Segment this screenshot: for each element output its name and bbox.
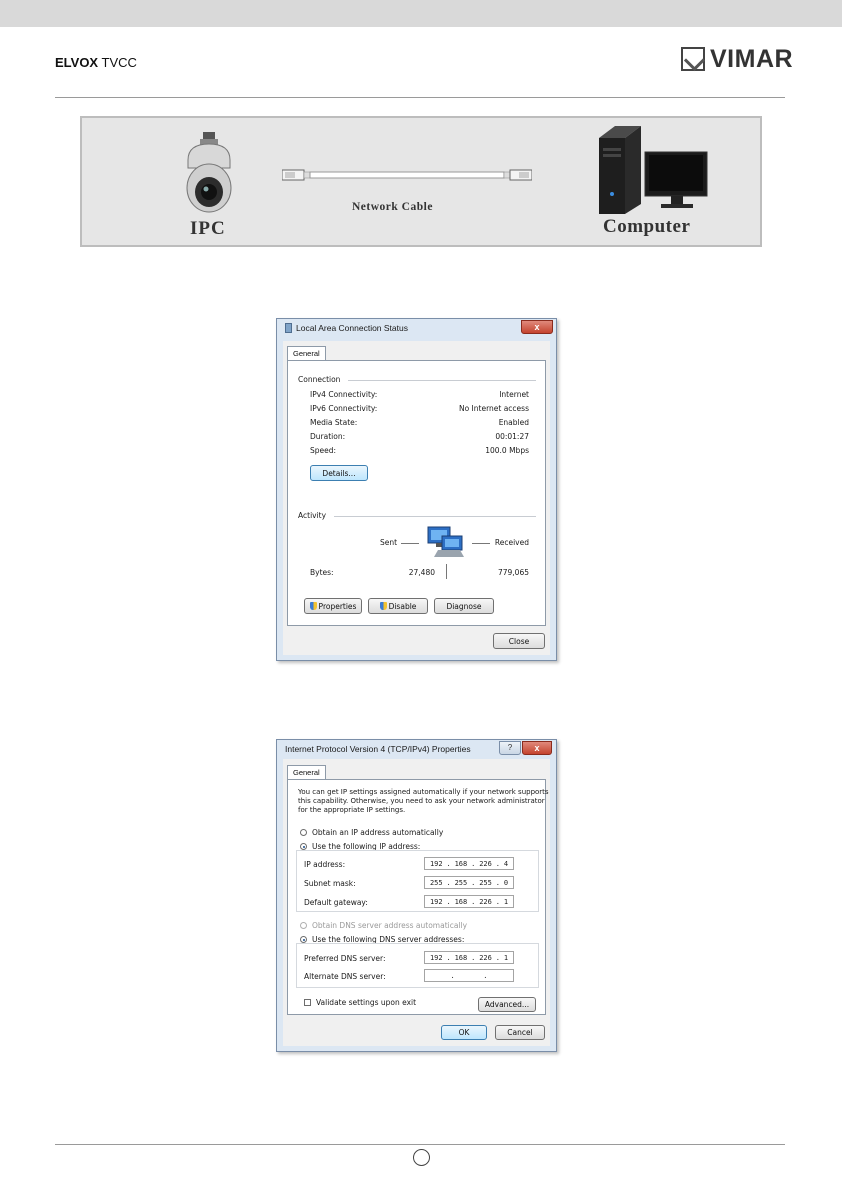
ipv4-connectivity-value: Internet: [499, 390, 529, 399]
subnet-mask-input[interactable]: 255 . 255 . 255 . 0: [424, 876, 514, 889]
computer-label: Computer: [603, 216, 691, 237]
close-button[interactable]: Close: [493, 633, 545, 649]
subnet-mask-label: Subnet mask:: [304, 879, 356, 888]
connection-heading: Connection: [298, 375, 341, 384]
network-cable-label: Network Cable: [352, 201, 433, 213]
ipv4-dialog-body: [283, 759, 550, 1046]
ipc-label: IPC: [190, 218, 226, 239]
brand-tvcc: TVCC: [101, 55, 137, 70]
description-line-2: this capability. Otherwise, you need to ask your network administrator: [298, 797, 545, 805]
activity-heading: Activity: [298, 511, 327, 520]
ipv4-general-panel: [287, 779, 549, 1015]
default-gateway-label: Default gateway:: [304, 898, 368, 907]
top-bar: [0, 0, 842, 27]
use-following-dns-radio[interactable]: [300, 936, 307, 943]
network-cable-icon: [282, 165, 532, 185]
details-button[interactable]: Details...: [310, 465, 368, 481]
description-line-1: You can get IP settings assigned automatically if your network supports: [298, 788, 549, 796]
sent-line: [401, 543, 419, 544]
properties-button[interactable]: Properties: [304, 598, 362, 614]
preferred-dns-input[interactable]: 192 . 168 . 226 . 1: [424, 951, 514, 964]
brand-elvox-tvcc: [55, 55, 137, 70]
tab-general[interactable]: General: [287, 765, 326, 779]
ipv4-properties-dialog: [276, 739, 557, 1052]
received-line: [472, 543, 490, 544]
received-label: Received: [494, 538, 529, 547]
duration-label: Duration:: [310, 432, 346, 441]
media-state-label: Media State:: [310, 418, 358, 427]
ip-address-label: IP address:: [304, 860, 346, 869]
network-adapter-icon: [285, 323, 292, 333]
status-window-close-button[interactable]: x: [521, 320, 553, 334]
disable-button[interactable]: Disable: [368, 598, 428, 614]
use-following-ip-label[interactable]: Use the following IP address:: [312, 842, 421, 851]
bytes-sent-value: 27,480: [408, 568, 435, 577]
vimar-logo-text: VIMAR: [710, 44, 794, 73]
obtain-dns-auto-label[interactable]: Obtain DNS server address automatically: [312, 921, 468, 930]
uac-shield-icon: [380, 602, 387, 610]
use-following-ip-radio[interactable]: [300, 843, 307, 850]
ipv4-dialog-title: Internet Protocol Version 4 (TCP/IPv4) Properties: [285, 744, 471, 754]
footer-divider: [55, 1144, 785, 1145]
brand-elvox: ELVOX: [55, 55, 99, 70]
description-line-3: for the appropriate IP settings.: [298, 806, 406, 814]
bytes-label: Bytes:: [310, 568, 334, 577]
validate-settings-label[interactable]: Validate settings upon exit: [316, 998, 417, 1007]
ip-camera-icon: [182, 130, 236, 220]
ipv4-window-close-button[interactable]: x: [522, 741, 552, 755]
ipv4-connectivity-label: IPv4 Connectivity:: [310, 390, 378, 399]
duration-value: 00:01:27: [495, 432, 529, 441]
help-button[interactable]: ?: [499, 741, 521, 755]
connection-status-dialog: [276, 318, 557, 661]
speed-label: Speed:: [310, 446, 337, 455]
computer-icon: [597, 124, 709, 216]
sent-label: Sent: [380, 538, 398, 547]
ipv6-connectivity-label: IPv6 Connectivity:: [310, 404, 378, 413]
connection-diagram: [80, 116, 762, 247]
bytes-received-value: 779,065: [497, 568, 529, 577]
validate-settings-checkbox[interactable]: [304, 999, 311, 1006]
obtain-ip-auto-label[interactable]: Obtain an IP address automatically: [312, 828, 444, 837]
activity-divider: [334, 516, 536, 517]
obtain-ip-auto-radio[interactable]: [300, 829, 307, 836]
vimar-logo-icon: [681, 47, 705, 71]
media-state-value: Enabled: [498, 418, 529, 427]
status-general-panel: [287, 360, 546, 626]
bytes-separator: [446, 564, 447, 579]
diagnose-button[interactable]: Diagnose: [434, 598, 494, 614]
alternate-dns-input[interactable]: . .: [424, 969, 514, 982]
cancel-button[interactable]: Cancel: [495, 1025, 545, 1040]
page-marker-circle: [413, 1149, 430, 1166]
tab-general[interactable]: General: [287, 346, 326, 360]
connection-divider: [348, 380, 536, 381]
ip-address-input[interactable]: 192 . 168 . 226 . 4: [424, 857, 514, 870]
status-dialog-title: Local Area Connection Status: [285, 323, 408, 333]
header-divider: [55, 97, 785, 98]
advanced-button[interactable]: Advanced...: [478, 997, 536, 1012]
alternate-dns-label: Alternate DNS server:: [304, 972, 386, 981]
network-activity-icon: [426, 524, 466, 560]
vimar-logo: [681, 45, 793, 73]
speed-value: 100.0 Mbps: [485, 446, 529, 455]
default-gateway-input[interactable]: 192 . 168 . 226 . 1: [424, 895, 514, 908]
uac-shield-icon: [310, 602, 317, 610]
ipv6-connectivity-value: No Internet access: [458, 404, 529, 413]
status-dialog-body: [283, 341, 550, 655]
use-following-dns-label[interactable]: Use the following DNS server addresses:: [312, 935, 465, 944]
ok-button[interactable]: OK: [441, 1025, 487, 1040]
obtain-dns-auto-radio[interactable]: [300, 922, 307, 929]
preferred-dns-label: Preferred DNS server:: [304, 954, 386, 963]
